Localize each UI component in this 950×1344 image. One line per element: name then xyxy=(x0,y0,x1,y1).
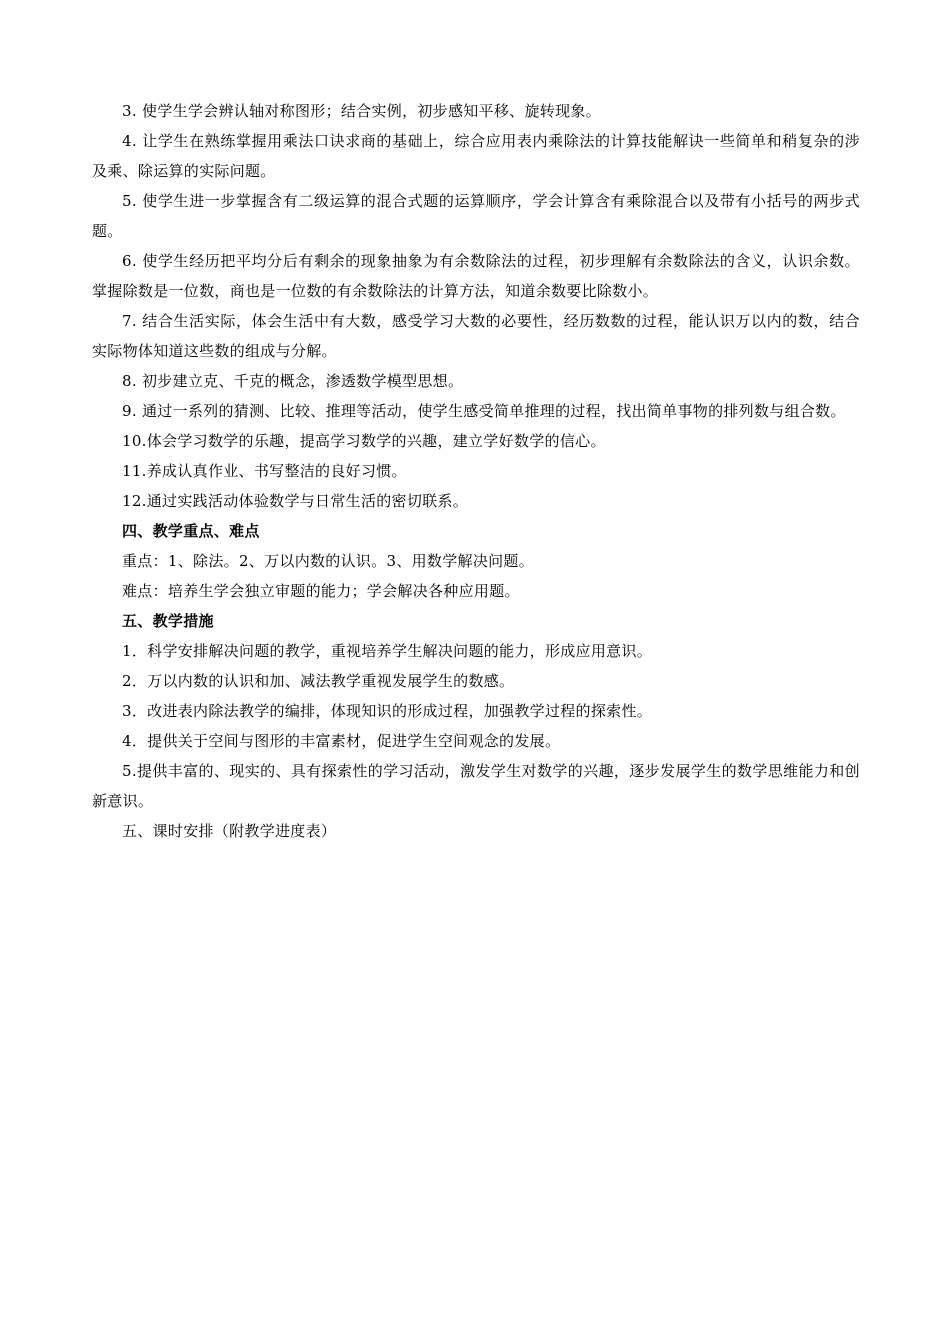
document-body xyxy=(92,96,860,846)
objective-item-10: 10.体会学习数学的乐趣，提高学习数学的兴趣，建立学好数学的信心。 xyxy=(122,432,606,450)
objective-item-3: 3. 使学生学会辨认轴对称图形；结合实例，初步感知平移、旋转现象。 xyxy=(122,102,601,120)
objective-item-8: 8. 初步建立克、千克的概念，渗透数学模型思想。 xyxy=(122,372,464,390)
measure-item-3: 3．改进表内除法教学的编排，体现知识的形成过程，加强教学过程的探索性。 xyxy=(122,702,653,720)
measure-item-2: 2．万以内数的认识和加、减法教学重视发展学生的数感。 xyxy=(122,672,515,690)
objective-item-5: 5. 使学生进一步掌握含有二级运算的混合式题的运算顺序，学会计算含有乘除混合以及带有小括号的两步式题。 xyxy=(92,192,860,240)
measure-item-4: 4．提供关于空间与图形的丰富素材，促进学生空间观念的发展。 xyxy=(122,732,561,750)
objective-item-9: 9. 通过一系列的猜测、比较、推理等活动，使学生感受简单推理的过程，找出简单事物的排列数与组合数。 xyxy=(122,402,846,420)
objective-item-11: 11.养成认真作业、书写整洁的良好习惯。 xyxy=(122,462,407,480)
objective-item-12: 12.通过实践活动体验数学与日常生活的密切联系。 xyxy=(122,492,469,510)
section-heading-key-points: 四、教学重点、难点 xyxy=(122,522,260,540)
objective-item-4: 4. 让学生在熟练掌握用乘法口诀求商的基础上，综合应用表内乘除法的计算技能解诀一些简单和稍复杂的涉及乘、除运算的实际问题。 xyxy=(92,132,860,180)
difficulties-text: 难点：培养生学会独立审题的能力；学会解决各种应用题。 xyxy=(122,582,520,600)
key-points-text: 重点：1、除法。2、万以内数的认识。3、用数学解决问题。 xyxy=(122,552,535,570)
section-heading-measures: 五、教学措施 xyxy=(122,612,214,630)
objective-item-7: 7. 结合生活实际，体会生活中有大数，感受学习大数的必要性，经历数数的过程，能认识万以内的数，结合实际物体知道这些数的组成与分解。 xyxy=(92,312,860,360)
objective-item-6: 6. 使学生经历把平均分后有剩余的现象抽象为有余数除法的过程，初步理解有余数除法的含义，认识余数。掌握除数是一位数，商也是一位数的有余数除法的计算方法，知道余数要比除数小。 xyxy=(92,252,860,300)
schedule-line: 五、课时安排（附教学进度表） xyxy=(122,822,337,840)
measure-item-1: 1．科学安排解决问题的教学，重视培养学生解决问题的能力，形成应用意识。 xyxy=(122,642,653,660)
measure-item-5: 5.提供丰富的、现实的、具有探索性的学习活动，激发学生对数学的兴趣，逐步发展学生的数学思维能力和创新意识。 xyxy=(92,762,860,810)
